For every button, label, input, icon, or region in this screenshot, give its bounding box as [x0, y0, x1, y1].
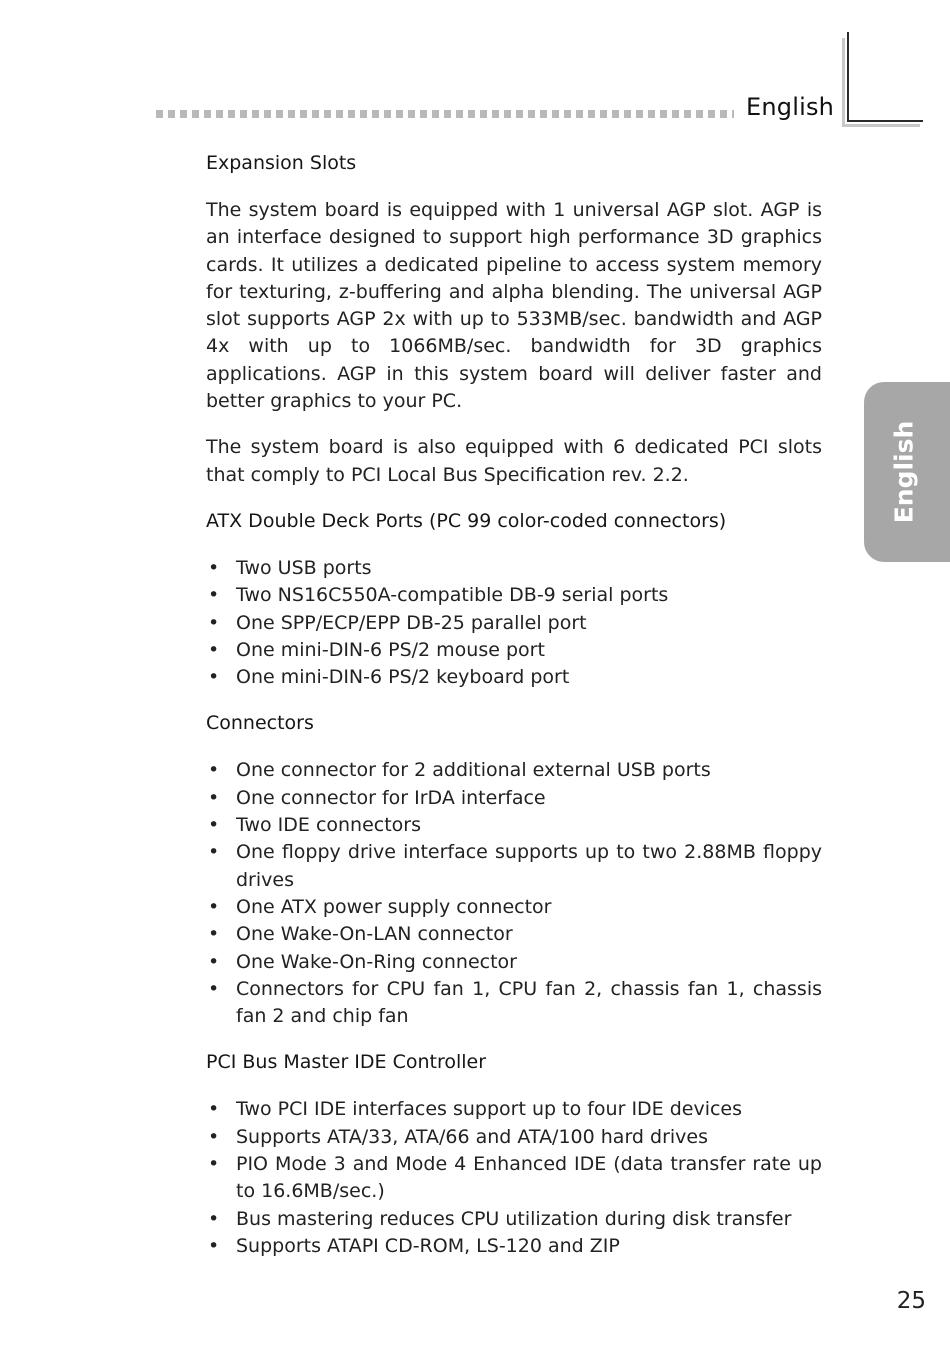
- corner-mark-shadow-horizontal: [842, 124, 920, 127]
- list-item: • One mini-DIN-6 PS/2 mouse port: [206, 637, 822, 664]
- bullet-list: [206, 1096, 822, 1260]
- list-item: • Two IDE connectors: [206, 812, 822, 839]
- list-item: • One connector for IrDA interface: [206, 785, 822, 812]
- header-dotted-rule: [156, 110, 734, 118]
- page-content: [206, 150, 822, 1279]
- bullet-list: [206, 555, 822, 691]
- list-item: • One connector for 2 additional external USB ports: [206, 757, 822, 784]
- list-item: • Connectors for CPU fan 1, CPU fan 2, chassis fan 1, chassis fan 2 and chip fan: [206, 976, 822, 1031]
- section-connectors: [206, 710, 822, 1030]
- header-language-label: English: [746, 93, 835, 121]
- body-paragraph: The system board is also equipped with 6 dedicated PCI slots that comply to PCI Local Bus Specification rev. 2.2.: [206, 436, 822, 486]
- list-item: • One ATX power supply connector: [206, 894, 822, 921]
- section-heading: ATX Double Deck Ports (PC 99 color-coded connectors): [206, 509, 727, 532]
- corner-mark-vertical: [847, 32, 849, 122]
- list-item: • One SPP/ECP/EPP DB-25 parallel port: [206, 610, 822, 637]
- page-number: 25: [896, 1288, 926, 1314]
- side-tab-label: English: [889, 420, 919, 524]
- list-item: • One Wake-On-Ring connector: [206, 949, 822, 976]
- section-heading: PCI Bus Master IDE Controller: [206, 1051, 487, 1074]
- list-item: • Supports ATA/33, ATA/66 and ATA/100 hard drives: [206, 1124, 822, 1151]
- list-item: • Two PCI IDE interfaces support up to four IDE devices: [206, 1096, 822, 1123]
- section-heading: Connectors: [206, 712, 314, 735]
- section-ide-controller: [206, 1049, 822, 1260]
- section-expansion-slots: [206, 150, 822, 489]
- list-item: • Supports ATAPI CD-ROM, LS-120 and ZIP: [206, 1233, 822, 1260]
- list-item: • Bus mastering reduces CPU utilization during disk transfer: [206, 1206, 822, 1233]
- list-item: • One mini-DIN-6 PS/2 keyboard port: [206, 664, 822, 691]
- body-paragraph: The system board is equipped with 1 universal AGP slot. AGP is an interface designed to support high performance 3D graphics cards. It utilizes a dedicated pipeline to access system memory for texturing, z-buffering and alpha blending. The universal AGP slot supports AGP 2x with up to 533MB/sec. bandwidth and AGP 4x with up to 1066MB/sec. bandwidth for 3D graphics applications. AGP in this system board will deliver faster and better graphics to your PC.: [206, 199, 822, 413]
- list-item: • PIO Mode 3 and Mode 4 Enhanced IDE (data transfer rate up to 16.6MB/sec.): [206, 1151, 822, 1206]
- list-item: • One floppy drive interface supports up to two 2.88MB floppy drives: [206, 839, 822, 894]
- section-atx-ports: [206, 508, 822, 691]
- list-item: • Two NS16C550A-compatible DB-9 serial ports: [206, 582, 822, 609]
- list-item: • Two USB ports: [206, 555, 822, 582]
- bullet-list: [206, 757, 822, 1030]
- list-item: • One Wake-On-LAN connector: [206, 921, 822, 948]
- corner-mark-horizontal: [847, 120, 923, 122]
- section-heading: Expansion Slots: [206, 152, 357, 174]
- corner-mark-shadow-vertical: [842, 38, 845, 126]
